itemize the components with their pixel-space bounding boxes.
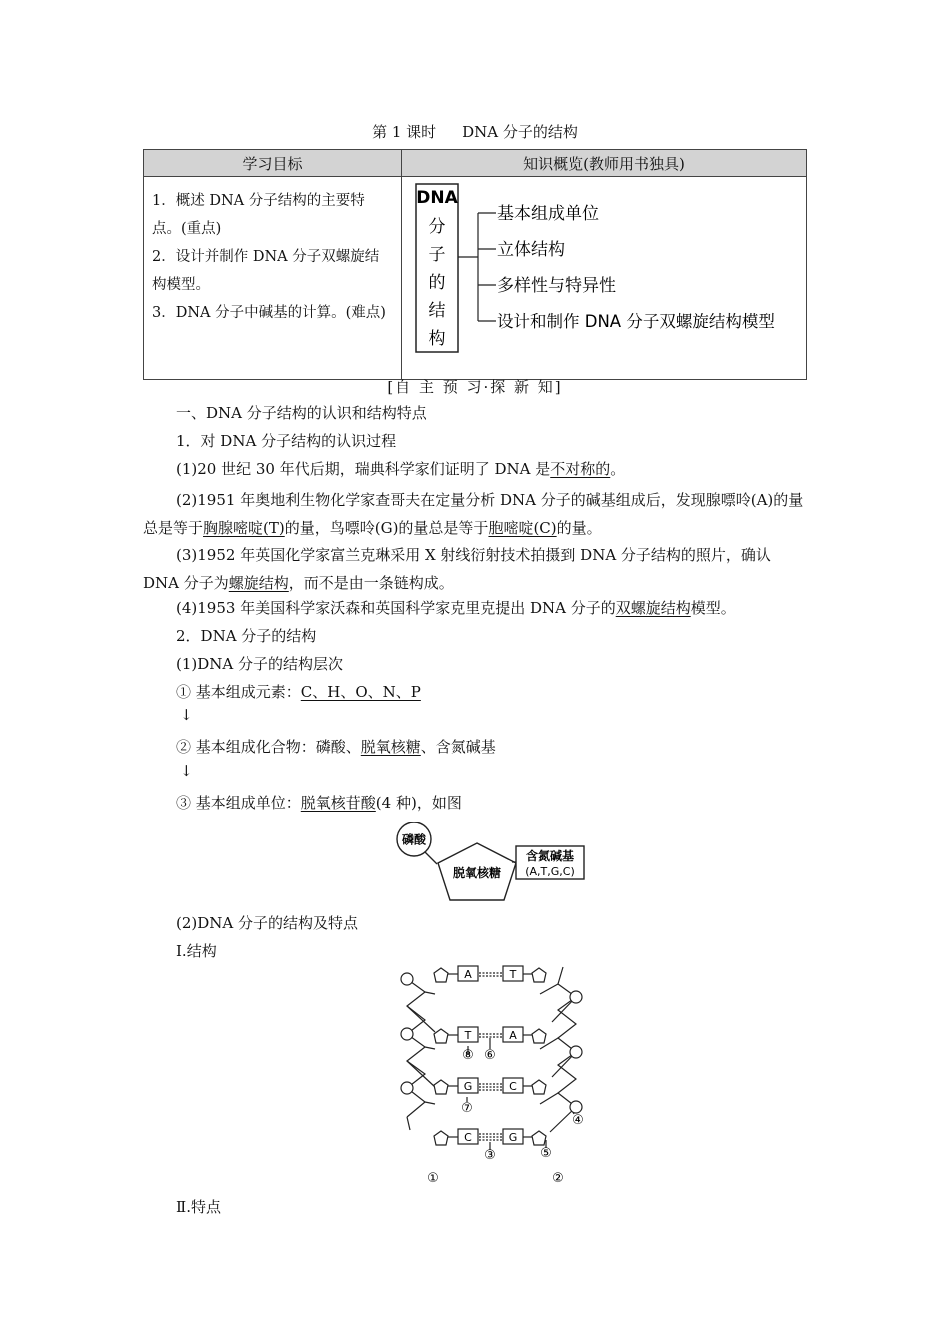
base-letter: A (509, 1029, 517, 1042)
overview-box-line: DNA (416, 188, 458, 208)
answer-blank: 脱氧核糖 (360, 738, 421, 756)
phosphate-circles (401, 973, 582, 1113)
dna-structure-diagram (390, 962, 595, 1190)
paragraph-2: (2)1951 年奥地利生物化学家查哥夫在定量分析 DNA 分子的碱基组成后，发现腺嘌呤(A)的量总是等于胸腺嘧啶(T)的量，鸟嘌呤(G)的量总是等于胞嘧啶(C)的量。 (143, 491, 804, 537)
marker-label: ① (427, 1171, 439, 1186)
overview-item: 立体结构 (497, 240, 565, 260)
subheading-2-1: (1)DNA 分子的结构层次 (176, 655, 344, 673)
structure-label: Ⅰ.结构 (176, 942, 217, 960)
page-title: 第 1 课时 DNA 分子的结构 (372, 123, 578, 141)
heading-1: 一、DNA 分子结构的认识和结构特点 (176, 404, 427, 422)
overview-box-line: 分 (428, 217, 446, 237)
base-letter: T (509, 968, 517, 981)
down-arrow-icon: ↓ (180, 706, 193, 724)
level-2: ② 基本组成化合物：磷酸、脱氧核糖、含氮碱基 (176, 738, 496, 756)
base-label: 含氮碱基 (525, 849, 575, 863)
overview-box-line: 子 (428, 245, 446, 265)
subheading-2: 2．DNA 分子的结构 (176, 627, 317, 645)
answer-blank: 脱氧核苷酸 (300, 794, 376, 812)
header-objectives: 学习目标 (144, 150, 402, 177)
paragraph-3: (3)1952 年英国化学家富兰克琳采用 X 射线衍射技术拍摄到 DNA 分子结构的照片，确认 DNA 分子为螺旋结构，而不是由一条链构成。 (143, 546, 771, 592)
features-label: Ⅱ.特点 (176, 1198, 221, 1216)
marker-label: ⑥ (484, 1048, 496, 1063)
marker-label: ④ (572, 1113, 584, 1128)
objective-item: 3．DNA 分子中碱基的计算。(难点) (152, 305, 386, 321)
base-types-label: (A,T,G,C) (525, 865, 575, 878)
answer-blank: 双螺旋结构 (615, 599, 691, 617)
overview-item: 基本组成单位 (497, 204, 599, 224)
down-arrow-icon: ↓ (180, 762, 193, 780)
objectives-table (143, 149, 807, 380)
base-letter: G (508, 1131, 518, 1144)
marker-label: ⑦ (461, 1101, 473, 1116)
marker-label: ⑤ (540, 1146, 552, 1161)
paragraph-4: (4)1953 年美国科学家沃森和英国科学家克里克提出 DNA 分子的双螺旋结构模型。 (176, 599, 736, 617)
base-letter: T (464, 1029, 472, 1042)
answer-blank: 不对称的 (550, 460, 611, 478)
objective-item: 2．设计并制作 DNA 分子双螺旋结构模型。 (152, 249, 380, 293)
phosphate-label: 磷酸 (401, 832, 427, 847)
paragraph-1: (1)20 世纪 30 年代后期，瑞典科学家们证明了 DNA 是不对称的。 (176, 460, 626, 478)
overview-box-line: 的 (428, 273, 446, 293)
nucleotide-diagram (395, 822, 595, 904)
overview-cell (402, 177, 807, 380)
overview-mindmap (402, 177, 806, 375)
base-letter: C (509, 1080, 517, 1093)
overview-box-line: 构 (428, 329, 446, 349)
marker-label: ⑧ (462, 1048, 474, 1063)
answer-blank: 胸腺嘧啶(T) (203, 519, 285, 537)
subheading-1: 1．对 DNA 分子结构的认识过程 (176, 432, 397, 450)
base-letter: A (464, 968, 472, 981)
level-1: ① 基本组成元素：C、H、O、N、P (176, 683, 421, 701)
level-3: ③ 基本组成单位：脱氧核苷酸(4 种)，如图 (176, 794, 462, 812)
answer-blank: 螺旋结构 (228, 574, 289, 592)
overview-item: 多样性与特异性 (497, 276, 616, 296)
subheading-2-2: (2)DNA 分子的结构及特点 (176, 914, 359, 932)
overview-item: 设计和制作 DNA 分子双螺旋结构模型 (497, 312, 775, 331)
base-letter: C (464, 1131, 472, 1144)
sugar-label: 脱氧核糖 (452, 866, 502, 880)
objective-item: 1．概述 DNA 分子结构的主要特点。(重点) (152, 193, 365, 237)
overview-box-line: 结 (428, 301, 446, 321)
marker-label: ② (552, 1171, 564, 1186)
answer-blank: C、H、O、N、P (300, 683, 421, 701)
header-overview: 知识概览(教师用书独具) (402, 150, 807, 177)
answer-blank: 胞嘧啶(C) (488, 519, 557, 537)
base-letter: G (463, 1080, 473, 1093)
objectives-cell (144, 177, 402, 380)
marker-label: ③ (484, 1148, 496, 1163)
section-header: [自 主 预 习·探 新 知] (387, 378, 563, 396)
